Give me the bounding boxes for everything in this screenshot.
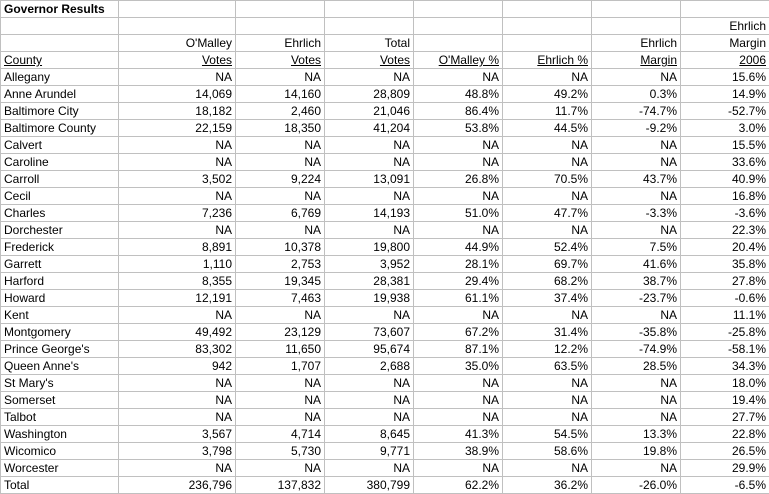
value-cell[interactable]: NA (592, 409, 681, 426)
value-cell[interactable]: NA (503, 69, 592, 86)
value-cell[interactable]: 8,355 (119, 273, 236, 290)
value-cell[interactable]: 19,345 (236, 273, 325, 290)
value-cell[interactable]: 35.8% (681, 256, 769, 273)
value-cell[interactable]: NA (236, 137, 325, 154)
value-cell[interactable]: 38.9% (414, 443, 503, 460)
column-header-county[interactable] (1, 18, 119, 35)
value-cell[interactable]: 236,796 (119, 477, 236, 494)
value-cell[interactable]: NA (414, 307, 503, 324)
value-cell[interactable]: NA (325, 307, 414, 324)
value-cell[interactable]: NA (503, 137, 592, 154)
value-cell[interactable]: 0.3% (592, 86, 681, 103)
value-cell[interactable]: 3.0% (681, 120, 769, 137)
county-cell[interactable]: Wicomico (1, 443, 119, 460)
value-cell[interactable]: NA (414, 222, 503, 239)
column-header[interactable] (325, 18, 414, 35)
county-cell[interactable]: Charles (1, 205, 119, 222)
value-cell[interactable]: NA (503, 409, 592, 426)
county-cell[interactable]: Garrett (1, 256, 119, 273)
county-cell[interactable]: Allegany (1, 69, 119, 86)
column-header[interactable]: Ehrlich % (503, 52, 592, 69)
value-cell[interactable]: -6.5% (681, 477, 769, 494)
value-cell[interactable]: 73,607 (325, 324, 414, 341)
table-row (1, 307, 769, 324)
column-header-county[interactable] (1, 35, 119, 52)
value-cell[interactable]: NA (503, 188, 592, 205)
value-cell[interactable]: NA (325, 392, 414, 409)
value-cell[interactable]: -26.0% (592, 477, 681, 494)
value-cell[interactable]: NA (119, 307, 236, 324)
value-cell[interactable]: 26.8% (414, 171, 503, 188)
total-row (1, 477, 769, 494)
value-cell[interactable]: NA (414, 409, 503, 426)
county-cell[interactable]: Anne Arundel (1, 86, 119, 103)
value-cell[interactable]: NA (236, 392, 325, 409)
value-cell[interactable]: 86.4% (414, 103, 503, 120)
county-cell[interactable]: Baltimore City (1, 103, 119, 120)
value-cell[interactable]: 2,460 (236, 103, 325, 120)
value-cell[interactable]: 11.1% (681, 307, 769, 324)
value-cell[interactable]: 29.9% (681, 460, 769, 477)
value-cell[interactable]: 33.6% (681, 154, 769, 171)
table-row (1, 392, 769, 409)
value-cell[interactable]: NA (503, 375, 592, 392)
value-cell[interactable]: NA (325, 188, 414, 205)
value-cell[interactable]: -74.7% (592, 103, 681, 120)
value-cell[interactable]: 1,110 (119, 256, 236, 273)
county-cell[interactable]: Dorchester (1, 222, 119, 239)
county-cell[interactable]: Frederick (1, 239, 119, 256)
table-row (1, 341, 769, 358)
table-row (1, 103, 769, 120)
value-cell[interactable]: NA (592, 154, 681, 171)
value-cell[interactable]: NA (236, 188, 325, 205)
value-cell[interactable]: 34.3% (681, 358, 769, 375)
table-row (1, 154, 769, 171)
column-header[interactable]: Votes (236, 52, 325, 69)
value-cell[interactable]: 26.5% (681, 443, 769, 460)
value-cell[interactable]: 15.6% (681, 69, 769, 86)
value-cell[interactable]: 19,938 (325, 290, 414, 307)
value-cell[interactable]: NA (325, 154, 414, 171)
value-cell[interactable]: NA (119, 460, 236, 477)
value-cell[interactable]: 12.2% (503, 341, 592, 358)
value-cell[interactable]: NA (503, 307, 592, 324)
value-cell[interactable]: 48.8% (414, 86, 503, 103)
table-row (1, 324, 769, 341)
county-cell[interactable]: Harford (1, 273, 119, 290)
value-cell[interactable]: NA (414, 154, 503, 171)
cell[interactable] (592, 1, 681, 18)
value-cell[interactable]: 53.8% (414, 120, 503, 137)
header-row (1, 35, 769, 52)
cell[interactable] (681, 1, 769, 18)
value-cell[interactable]: 28,381 (325, 273, 414, 290)
table-row (1, 375, 769, 392)
value-cell[interactable]: 69.7% (503, 256, 592, 273)
value-cell[interactable]: NA (119, 392, 236, 409)
value-cell[interactable]: NA (325, 137, 414, 154)
table-row (1, 188, 769, 205)
value-cell[interactable]: 18,182 (119, 103, 236, 120)
column-header[interactable] (414, 18, 503, 35)
value-cell[interactable]: NA (503, 460, 592, 477)
value-cell[interactable]: 16.8% (681, 188, 769, 205)
table-row (1, 290, 769, 307)
value-cell[interactable]: 22,159 (119, 120, 236, 137)
value-cell[interactable]: 2,688 (325, 358, 414, 375)
value-cell[interactable]: 36.2% (503, 477, 592, 494)
county-cell[interactable]: Cecil (1, 188, 119, 205)
value-cell[interactable]: NA (119, 154, 236, 171)
county-cell[interactable]: Howard (1, 290, 119, 307)
column-header-county[interactable]: County (1, 52, 119, 69)
value-cell[interactable]: 87.1% (414, 341, 503, 358)
value-cell[interactable]: 37.4% (503, 290, 592, 307)
value-cell[interactable]: NA (325, 460, 414, 477)
value-cell[interactable]: 380,799 (325, 477, 414, 494)
cell[interactable] (325, 1, 414, 18)
county-cell[interactable]: Washington (1, 426, 119, 443)
value-cell[interactable]: 14.9% (681, 86, 769, 103)
value-cell[interactable]: 31.4% (503, 324, 592, 341)
value-cell[interactable]: NA (236, 460, 325, 477)
value-cell[interactable]: 22.8% (681, 426, 769, 443)
column-header[interactable] (503, 18, 592, 35)
value-cell[interactable]: NA (119, 188, 236, 205)
value-cell[interactable]: NA (325, 375, 414, 392)
value-cell[interactable]: NA (592, 222, 681, 239)
value-cell[interactable]: 28.1% (414, 256, 503, 273)
table-row (1, 409, 769, 426)
value-cell[interactable]: 19,800 (325, 239, 414, 256)
value-cell[interactable]: 13,091 (325, 171, 414, 188)
value-cell[interactable]: NA (119, 409, 236, 426)
value-cell[interactable]: NA (119, 375, 236, 392)
value-cell[interactable]: 23,129 (236, 324, 325, 341)
value-cell[interactable]: NA (503, 222, 592, 239)
value-cell[interactable]: NA (592, 460, 681, 477)
value-cell[interactable]: NA (592, 392, 681, 409)
county-cell[interactable]: Montgomery (1, 324, 119, 341)
column-header[interactable] (592, 18, 681, 35)
value-cell[interactable]: 9,771 (325, 443, 414, 460)
value-cell[interactable]: 95,674 (325, 341, 414, 358)
table-row (1, 273, 769, 290)
value-cell[interactable]: NA (414, 392, 503, 409)
table-row (1, 137, 769, 154)
table-row (1, 239, 769, 256)
value-cell[interactable]: NA (592, 375, 681, 392)
value-cell[interactable]: 18,350 (236, 120, 325, 137)
value-cell[interactable]: 14,069 (119, 86, 236, 103)
column-header[interactable]: Margin (592, 52, 681, 69)
header-row (1, 18, 769, 35)
value-cell[interactable]: 3,798 (119, 443, 236, 460)
value-cell[interactable]: 43.7% (592, 171, 681, 188)
county-cell[interactable]: Somerset (1, 392, 119, 409)
value-cell[interactable]: 14,193 (325, 205, 414, 222)
column-header[interactable]: Ehrlich (681, 18, 769, 35)
column-header[interactable]: O'Malley % (414, 52, 503, 69)
value-cell[interactable]: 27.7% (681, 409, 769, 426)
value-cell[interactable]: 11.7% (503, 103, 592, 120)
value-cell[interactable]: 28.5% (592, 358, 681, 375)
value-cell[interactable]: 58.6% (503, 443, 592, 460)
cell[interactable] (414, 1, 503, 18)
value-cell[interactable]: 19.4% (681, 392, 769, 409)
column-header[interactable]: Ehrlich (592, 35, 681, 52)
value-cell[interactable]: 29.4% (414, 273, 503, 290)
value-cell[interactable]: NA (414, 460, 503, 477)
value-cell[interactable]: 3,502 (119, 171, 236, 188)
value-cell[interactable]: 35.0% (414, 358, 503, 375)
value-cell[interactable]: 6,769 (236, 205, 325, 222)
table-row (1, 460, 769, 477)
value-cell[interactable]: 942 (119, 358, 236, 375)
value-cell[interactable]: 27.8% (681, 273, 769, 290)
table-row (1, 222, 769, 239)
value-cell[interactable]: NA (119, 137, 236, 154)
value-cell[interactable]: 70.5% (503, 171, 592, 188)
value-cell[interactable]: 44.9% (414, 239, 503, 256)
value-cell[interactable]: NA (414, 375, 503, 392)
column-header[interactable]: Votes (119, 52, 236, 69)
value-cell[interactable]: -23.7% (592, 290, 681, 307)
value-cell[interactable]: 5,730 (236, 443, 325, 460)
value-cell[interactable]: 40.9% (681, 171, 769, 188)
county-cell[interactable]: St Mary's (1, 375, 119, 392)
column-header[interactable] (414, 35, 503, 52)
value-cell[interactable]: NA (119, 69, 236, 86)
column-header[interactable]: Margin (681, 35, 769, 52)
value-cell[interactable]: 14,160 (236, 86, 325, 103)
value-cell[interactable]: NA (503, 392, 592, 409)
value-cell[interactable]: 41,204 (325, 120, 414, 137)
value-cell[interactable]: NA (414, 69, 503, 86)
county-cell[interactable]: Caroline (1, 154, 119, 171)
value-cell[interactable]: 61.1% (414, 290, 503, 307)
table-row (1, 205, 769, 222)
table-row (1, 86, 769, 103)
value-cell[interactable]: 67.2% (414, 324, 503, 341)
value-cell[interactable]: -0.6% (681, 290, 769, 307)
cell[interactable] (119, 1, 236, 18)
county-cell[interactable]: Carroll (1, 171, 119, 188)
value-cell[interactable]: 3,952 (325, 256, 414, 273)
value-cell[interactable]: 54.5% (503, 426, 592, 443)
value-cell[interactable]: 68.2% (503, 273, 592, 290)
column-header[interactable] (236, 18, 325, 35)
column-header[interactable]: Ehrlich (236, 35, 325, 52)
table-row (1, 171, 769, 188)
table-row (1, 358, 769, 375)
value-cell[interactable]: 8,645 (325, 426, 414, 443)
value-cell[interactable]: -74.9% (592, 341, 681, 358)
value-cell[interactable]: NA (325, 409, 414, 426)
county-cell[interactable]: Prince George's (1, 341, 119, 358)
value-cell[interactable]: -25.8% (681, 324, 769, 341)
value-cell[interactable]: 20.4% (681, 239, 769, 256)
value-cell[interactable]: 12,191 (119, 290, 236, 307)
value-cell[interactable]: NA (236, 409, 325, 426)
value-cell[interactable]: 137,832 (236, 477, 325, 494)
value-cell[interactable]: 28,809 (325, 86, 414, 103)
value-cell[interactable]: 21,046 (325, 103, 414, 120)
value-cell[interactable]: 47.7% (503, 205, 592, 222)
value-cell[interactable]: 8,891 (119, 239, 236, 256)
value-cell[interactable]: NA (592, 69, 681, 86)
column-header[interactable]: O'Malley (119, 35, 236, 52)
county-cell[interactable]: Baltimore County (1, 120, 119, 137)
value-cell[interactable]: NA (414, 137, 503, 154)
county-cell[interactable]: Worcester (1, 460, 119, 477)
county-cell[interactable]: Calvert (1, 137, 119, 154)
value-cell[interactable]: NA (592, 307, 681, 324)
value-cell[interactable]: 62.2% (414, 477, 503, 494)
value-cell[interactable]: 51.0% (414, 205, 503, 222)
value-cell[interactable]: NA (503, 154, 592, 171)
value-cell[interactable]: -3.3% (592, 205, 681, 222)
value-cell[interactable]: -3.6% (681, 205, 769, 222)
column-header[interactable] (119, 18, 236, 35)
value-cell[interactable]: 1,707 (236, 358, 325, 375)
value-cell[interactable]: -35.8% (592, 324, 681, 341)
county-cell[interactable]: Total (1, 477, 119, 494)
value-cell[interactable]: 10,378 (236, 239, 325, 256)
value-cell[interactable]: 3,567 (119, 426, 236, 443)
value-cell[interactable]: 11,650 (236, 341, 325, 358)
value-cell[interactable]: 2,753 (236, 256, 325, 273)
column-header[interactable]: Total (325, 35, 414, 52)
value-cell[interactable]: 41.6% (592, 256, 681, 273)
value-cell[interactable]: 44.5% (503, 120, 592, 137)
value-cell[interactable]: 19.8% (592, 443, 681, 460)
value-cell[interactable]: 7.5% (592, 239, 681, 256)
value-cell[interactable]: 38.7% (592, 273, 681, 290)
cell[interactable] (503, 1, 592, 18)
table-row (1, 69, 769, 86)
value-cell[interactable]: 63.5% (503, 358, 592, 375)
value-cell[interactable]: NA (119, 222, 236, 239)
value-cell[interactable]: NA (325, 69, 414, 86)
value-cell[interactable]: 52.4% (503, 239, 592, 256)
value-cell[interactable]: NA (236, 222, 325, 239)
county-cell[interactable]: Kent (1, 307, 119, 324)
column-header[interactable]: 2006 (681, 52, 769, 69)
value-cell[interactable]: 18.0% (681, 375, 769, 392)
column-header[interactable]: Votes (325, 52, 414, 69)
value-cell[interactable]: NA (414, 188, 503, 205)
value-cell[interactable]: 4,714 (236, 426, 325, 443)
value-cell[interactable]: -58.1% (681, 341, 769, 358)
value-cell[interactable]: 22.3% (681, 222, 769, 239)
title-row (1, 1, 769, 18)
table-row (1, 443, 769, 460)
value-cell[interactable]: 49,492 (119, 324, 236, 341)
value-cell[interactable]: -52.7% (681, 103, 769, 120)
value-cell[interactable]: NA (236, 307, 325, 324)
value-cell[interactable]: NA (236, 69, 325, 86)
county-cell[interactable]: Queen Anne's (1, 358, 119, 375)
value-cell[interactable]: 15.5% (681, 137, 769, 154)
value-cell[interactable]: 41.3% (414, 426, 503, 443)
value-cell[interactable]: 49.2% (503, 86, 592, 103)
county-cell[interactable]: Talbot (1, 409, 119, 426)
value-cell[interactable]: 7,463 (236, 290, 325, 307)
table-row (1, 426, 769, 443)
value-cell[interactable]: NA (592, 137, 681, 154)
cell[interactable] (236, 1, 325, 18)
sheet-title[interactable]: Governor Results (1, 1, 119, 18)
value-cell[interactable]: -9.2% (592, 120, 681, 137)
column-header[interactable] (503, 35, 592, 52)
table-row (1, 256, 769, 273)
value-cell[interactable]: 9,224 (236, 171, 325, 188)
value-cell[interactable]: NA (325, 222, 414, 239)
value-cell[interactable]: 83,302 (119, 341, 236, 358)
value-cell[interactable]: NA (236, 375, 325, 392)
header-row (1, 52, 769, 69)
value-cell[interactable]: NA (236, 154, 325, 171)
value-cell[interactable]: NA (592, 188, 681, 205)
table-row (1, 120, 769, 137)
value-cell[interactable]: 7,236 (119, 205, 236, 222)
value-cell[interactable]: 13.3% (592, 426, 681, 443)
